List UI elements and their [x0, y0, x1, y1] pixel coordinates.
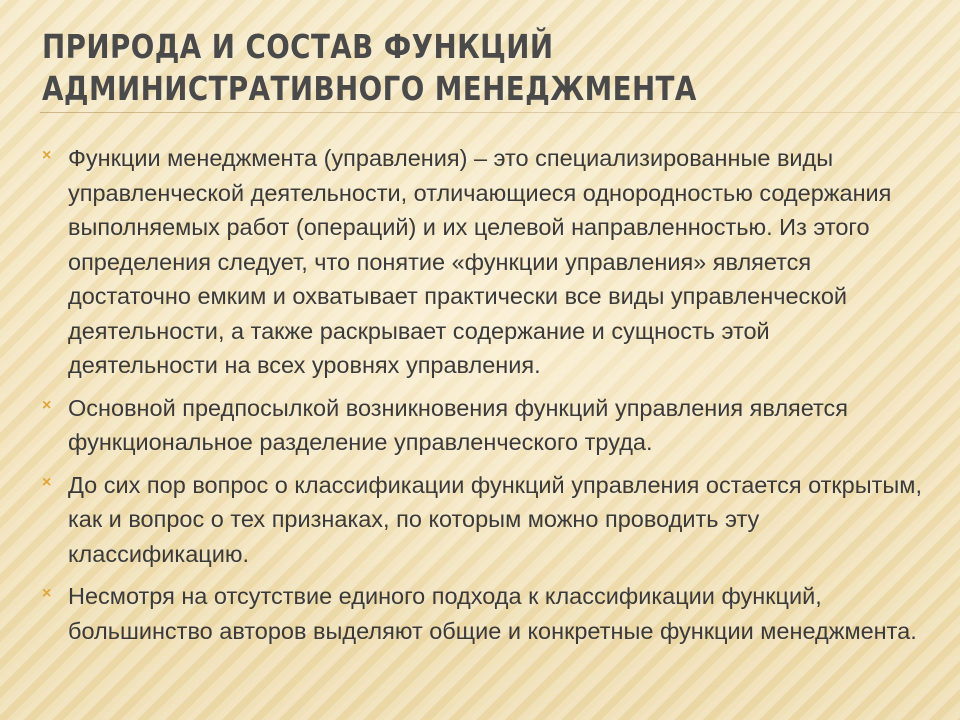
bullet-item-2	[42, 391, 922, 460]
slide-title-line-1: ПРИРОДА И СОСТАВ ФУНКЦИЙ	[42, 27, 554, 66]
bullet-text-1: Функции менеджмента (управления) – это специализированные виды управленческой деятельности, отличающиеся однородностью содержания выполняемых работ (операций) и их целевой направленностью. Из этого определения следует, что понятие «функции управления» является достаточно емким и охватывает практически все виды управленческой деятельности, а также раскрывает содержание и сущность этой деятельности на всех уровнях управления.	[68, 145, 892, 378]
cross-bullet-icon: ×	[42, 396, 52, 414]
cross-bullet-icon: ×	[42, 585, 52, 602]
cross-bullet-icon: ×	[42, 147, 52, 164]
cross-bullet-icon: ×	[42, 473, 52, 491]
title-divider	[40, 112, 960, 113]
bullet-text-2: Основной предпосылкой возникновения функций управления является функциональное разделение управленческого труда.	[68, 394, 849, 455]
slide-title-line-2: АДМИНИСТРАТИВНОГО МЕНЕДЖМЕНТА	[42, 69, 697, 108]
bullet-text-3: До сих пор вопрос о классификации функций управления остается открытым, как и вопрос о тех признаках, по которым можно проводить эту классификацию.	[68, 471, 922, 567]
bullet-item-3	[42, 468, 922, 572]
bullet-list	[42, 141, 922, 656]
slide-title	[42, 26, 781, 110]
bullet-text-4: Несмотря на отсутствие единого подхода к классификации функций, большинство авторов выделяют общие и конкретные функции менеджмента.	[68, 583, 917, 644]
bullet-item-4	[42, 579, 922, 648]
bullet-item-1	[42, 141, 922, 383]
